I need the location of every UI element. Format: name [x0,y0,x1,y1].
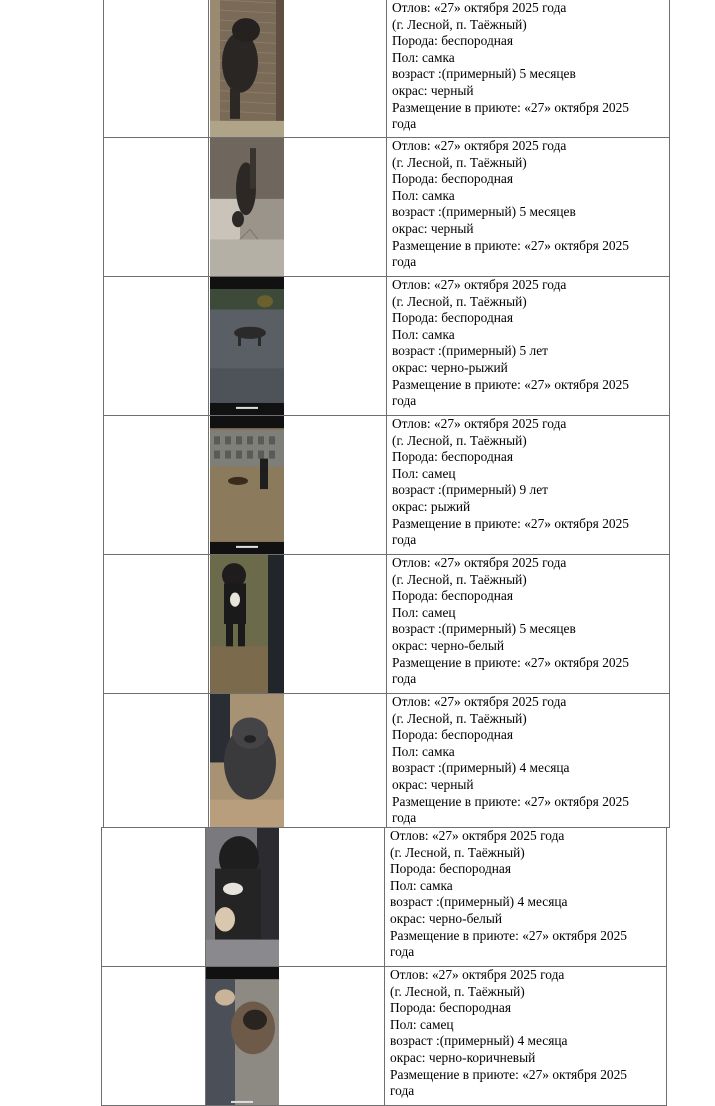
capture-value: «27» октября 2025 года [433,416,567,431]
placement-label: Размещение в приюте: [390,927,519,943]
placement-year-line [392,393,669,410]
breed-line [392,727,669,744]
table-row [102,967,667,1106]
capture-label: Отлов: [392,277,431,292]
placement-line [392,377,669,394]
placement-year-value: года [392,671,417,687]
placement-year-line [392,116,669,133]
age-value: 4 месяца [519,760,570,776]
placement-year-line [392,532,669,549]
color-value: черный [430,82,474,98]
capture-label: Отлов: [392,555,431,570]
placement-label: Размещение в приюте: [392,793,521,809]
color-line [392,499,669,516]
dog-on-asphalt-photo [210,277,284,415]
location-line [392,155,669,172]
placement-line [390,1067,666,1084]
breed-value: беспородная [441,33,514,49]
age-label: возраст :(примерный) [392,204,517,220]
photo-cell [206,967,385,1106]
breed-label: Порода: [392,33,438,49]
sex-value: самка [421,326,455,342]
placement-year-line [390,944,666,961]
sex-label: Пол: [390,877,417,893]
capture-value: «27» октября 2025 года [433,555,567,570]
table-row [104,555,670,694]
empty-cell [104,694,209,828]
photo-cell [209,0,387,138]
color-label: окрас: [392,220,428,236]
age-line [392,204,669,221]
breed-label: Порода: [392,727,438,743]
capture-label: Отлов: [392,0,431,15]
placement-year-value: года [392,532,417,548]
placement-value: «27» октября 2025 [522,1066,627,1082]
placement-line [392,655,669,672]
age-label: возраст :(примерный) [392,621,517,637]
capture-line [392,277,669,294]
empty-cell [104,0,209,138]
breed-line [392,449,669,466]
placement-label: Размещение в приюте: [392,237,521,253]
placement-label: Размещение в приюте: [392,376,521,392]
capture-line [390,967,666,984]
color-label: окрас: [392,359,428,375]
placement-year-value: года [392,116,417,132]
breed-value: беспородная [441,588,514,604]
color-value: рыжий [430,498,471,514]
age-line [392,760,669,777]
table-row [102,828,667,967]
placement-year-line [390,1083,666,1100]
color-value: черно-белый [430,637,504,653]
breed-value: беспородная [441,310,514,326]
animals-table-top [103,0,670,828]
color-label: окрас: [392,82,428,98]
table-row [104,694,670,828]
color-line [392,360,669,377]
sex-value: самец [421,604,456,620]
sex-label: Пол: [390,1016,417,1032]
breed-label: Порода: [392,310,438,326]
breed-label: Порода: [390,1000,436,1016]
capture-line [392,694,669,711]
photo-cell [209,416,387,555]
info-cell [387,0,670,138]
location-line [392,433,669,450]
sex-line [390,1017,666,1034]
capture-value: «27» октября 2025 года [431,967,565,982]
info-cell [385,828,667,967]
animals-table-bottom [101,827,667,1106]
placement-value: «27» октября 2025 [524,793,629,809]
color-line [392,777,669,794]
capture-value: «27» октября 2025 года [431,828,565,843]
age-label: возраст :(примерный) [392,343,517,359]
held-puppy-photo [210,555,284,693]
age-line [390,894,666,911]
capture-label: Отлов: [390,967,429,982]
location-line [390,984,666,1001]
color-label: окрас: [392,637,428,653]
empty-cell [104,138,209,277]
age-label: возраст :(примерный) [392,66,517,82]
sex-line [392,466,669,483]
breed-value: беспородная [439,861,512,877]
age-label: возраст :(примерный) [392,760,517,776]
age-label: возраст :(примерный) [390,1033,515,1049]
breed-line [390,1000,666,1017]
breed-line [392,310,669,327]
photo-cell [206,828,385,967]
info-cell [387,555,670,694]
color-value: черный [430,220,474,236]
capture-value: «27» октября 2025 года [433,0,567,15]
color-label: окрас: [390,910,426,926]
table-row [104,138,670,277]
color-label: окрас: [392,776,428,792]
empty-cell [104,416,209,555]
breed-value: беспородная [441,449,514,465]
breed-value: беспородная [441,727,514,743]
sex-value: самец [421,465,456,481]
placement-label: Размещение в приюте: [390,1066,519,1082]
placement-year-line [392,671,669,688]
location-value: (г. Лесной, п. Таёжный) [392,293,527,309]
age-line [390,1033,666,1050]
age-value: 9 лет [519,482,548,498]
color-value: черно-рыжий [430,359,508,375]
photo-cell [209,694,387,828]
sex-label: Пол: [392,465,419,481]
capture-value: «27» октября 2025 года [433,138,567,153]
location-line [392,572,669,589]
age-line [392,343,669,360]
capture-line [392,0,669,17]
breed-label: Порода: [390,861,436,877]
color-line [390,1050,666,1067]
placement-line [392,794,669,811]
sex-line [392,744,669,761]
breed-value: беспородная [441,171,514,187]
info-cell [387,694,670,828]
empty-cell [102,828,206,967]
info-cell [387,416,670,555]
info-cell [387,138,670,277]
capture-label: Отлов: [390,828,429,843]
age-value: 5 лет [519,343,548,359]
color-value: черный [430,776,474,792]
table-row [104,277,670,416]
sex-line [392,605,669,622]
age-label: возраст :(примерный) [392,482,517,498]
placement-year-value: года [390,944,415,960]
color-line [392,638,669,655]
placement-label: Размещение в приюте: [392,99,521,115]
breed-line [392,33,669,50]
info-cell [385,967,667,1106]
placement-line [392,238,669,255]
sex-value: самка [421,187,455,203]
placement-value: «27» октября 2025 [524,237,629,253]
placement-line [392,100,669,117]
black-dog-on-concrete-photo [210,138,284,276]
color-line [390,911,666,928]
capture-line [392,138,669,155]
age-value: 5 месяцев [519,66,576,82]
placement-line [390,928,666,945]
brown-puppy-photo [206,967,280,1105]
empty-cell [104,277,209,416]
placement-value: «27» октября 2025 [524,99,629,115]
sex-label: Пол: [392,187,419,203]
placement-year-value: года [392,810,417,826]
empty-cell [102,967,206,1106]
capture-label: Отлов: [392,694,431,709]
location-value: (г. Лесной, п. Таёжный) [392,154,527,170]
location-value: (г. Лесной, п. Таёжный) [390,844,525,860]
capture-value: «27» октября 2025 года [433,277,567,292]
breed-label: Порода: [392,171,438,187]
breed-line [392,588,669,605]
fluffy-puppy-photo [210,694,284,827]
location-line [392,17,669,34]
color-line [392,221,669,238]
location-value: (г. Лесной, п. Таёжный) [390,983,525,999]
capture-label: Отлов: [392,416,431,431]
location-line [392,294,669,311]
table-row [104,416,670,555]
age-value: 5 месяцев [519,621,576,637]
breed-line [392,171,669,188]
info-cell [387,277,670,416]
color-value: черно-белый [428,910,502,926]
dog-in-yard-photo [210,416,284,554]
empty-cell [104,555,209,694]
capture-line [390,828,666,845]
breed-label: Порода: [392,449,438,465]
placement-year-value: года [392,254,417,270]
sex-value: самка [421,743,455,759]
placement-label: Размещение в приюте: [392,515,521,531]
placement-year-value: года [390,1083,415,1099]
placement-label: Размещение в приюте: [392,654,521,670]
age-line [392,482,669,499]
color-label: окрас: [390,1049,426,1065]
sex-label: Пол: [392,604,419,620]
black-puppy-photo [210,0,284,137]
location-value: (г. Лесной, п. Таёжный) [392,571,527,587]
color-line [392,83,669,100]
location-line [392,711,669,728]
sex-label: Пол: [392,326,419,342]
placement-value: «27» октября 2025 [522,927,627,943]
sex-line [390,878,666,895]
age-line [392,621,669,638]
sex-value: самка [421,49,455,65]
color-value: черно-коричневый [428,1049,536,1065]
photo-cell [209,277,387,416]
sex-label: Пол: [392,49,419,65]
capture-line [392,416,669,433]
age-label: возраст :(примерный) [390,894,515,910]
capture-line [392,555,669,572]
capture-value: «27» октября 2025 года [433,694,567,709]
age-value: 5 месяцев [519,204,576,220]
color-label: окрас: [392,498,428,514]
placement-year-value: года [392,393,417,409]
placement-value: «27» октября 2025 [524,376,629,392]
sex-line [392,50,669,67]
sex-line [392,327,669,344]
placement-year-line [392,254,669,271]
breed-value: беспородная [439,1000,512,1016]
age-line [392,66,669,83]
sex-value: самец [419,1016,454,1032]
age-value: 4 месяца [517,1033,568,1049]
breed-label: Порода: [392,588,438,604]
photo-cell [209,555,387,694]
photo-cell [209,138,387,277]
placement-line [392,516,669,533]
sex-label: Пол: [392,743,419,759]
sex-line [392,188,669,205]
placement-year-line [392,810,669,827]
capture-label: Отлов: [392,138,431,153]
black-white-puppy-photo [206,828,280,966]
location-value: (г. Лесной, п. Таёжный) [392,16,527,32]
location-value: (г. Лесной, п. Таёжный) [392,710,527,726]
location-value: (г. Лесной, п. Таёжный) [392,432,527,448]
table-row [104,0,670,138]
breed-line [390,861,666,878]
age-value: 4 месяца [517,894,568,910]
placement-value: «27» октября 2025 [524,654,629,670]
location-line [390,845,666,862]
sex-value: самка [419,877,453,893]
placement-value: «27» октября 2025 [524,515,629,531]
